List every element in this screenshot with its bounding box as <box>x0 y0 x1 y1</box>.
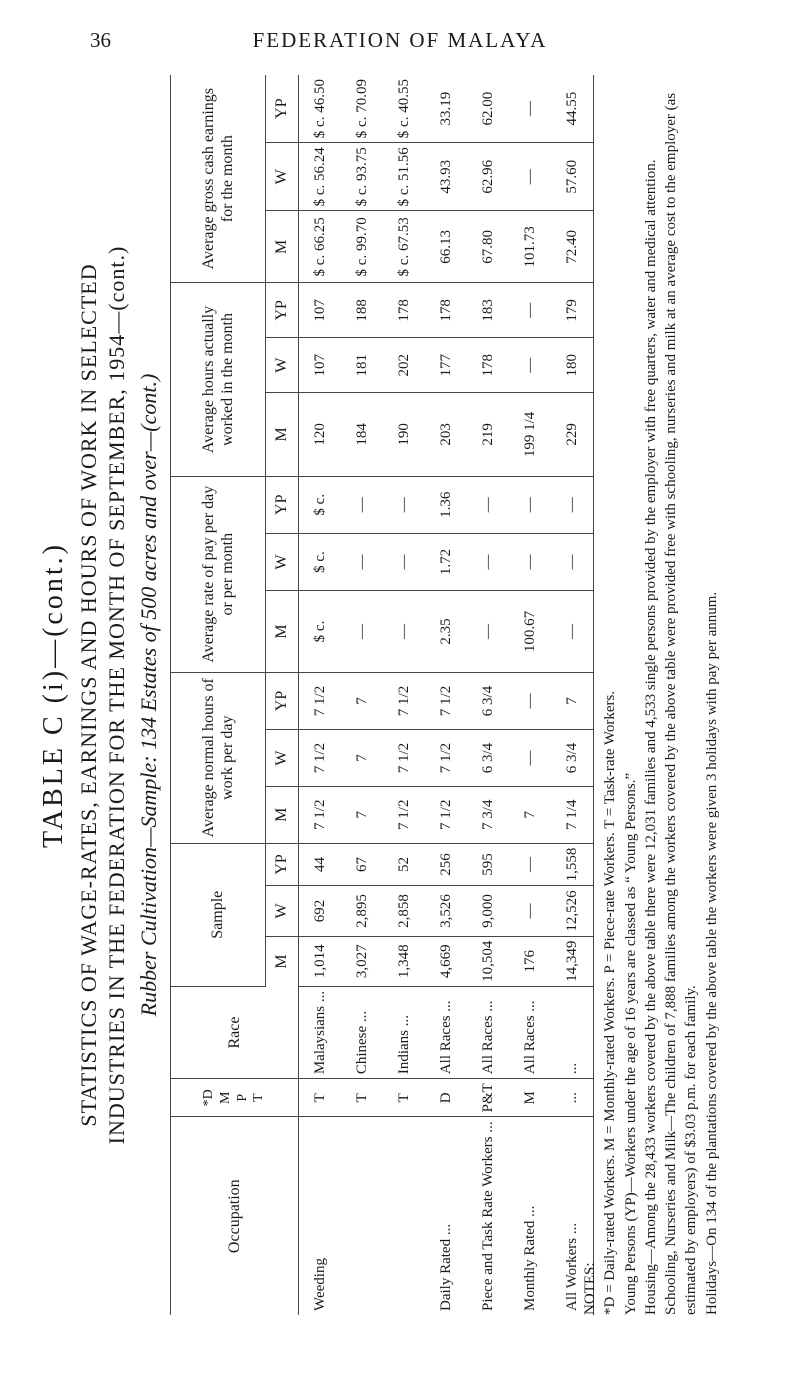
cell-rate-m: — <box>383 591 425 673</box>
cell-normal-m: 7 1/2 <box>299 786 342 843</box>
cell-sample-m: 1,014 <box>299 936 342 986</box>
wage-statistics-table <box>170 75 594 1315</box>
subheader-gross-w: W <box>266 143 299 211</box>
cell-occupation: Monthly Rated ... <box>521 1205 538 1311</box>
cell-gross-w: 43.93 <box>425 143 467 211</box>
cell-gross-yp: 44.55 <box>551 75 594 143</box>
cell-rate-w: — <box>383 533 425 590</box>
cell-rate-yp: — <box>509 476 551 533</box>
cell-sample-w: 9,000 <box>467 886 509 936</box>
notes-heading: NOTES: <box>582 1262 598 1315</box>
table-row <box>509 75 551 1315</box>
cell-gross-w: $ c. 56.24 <box>299 143 342 211</box>
cell-normal-yp: — <box>509 672 551 729</box>
cell-normal-m: 7 1/2 <box>425 786 467 843</box>
cell-sample-m: 176 <box>509 936 551 986</box>
cell-rate-w: 1.72 <box>425 533 467 590</box>
cell-occupation: All Workers ... <box>563 1222 580 1311</box>
cell-rate-w: — <box>341 533 383 590</box>
cell-sample-yp: 52 <box>383 843 425 886</box>
cell-hours-yp: 178 <box>425 283 467 338</box>
cell-gross-yp: 62.00 <box>467 75 509 143</box>
cell-type: D <box>425 1079 467 1117</box>
cell-hours-w: 202 <box>383 338 425 393</box>
rotated-table-page <box>20 45 780 1345</box>
table-row <box>383 75 425 1315</box>
cell-race: Chinese ... <box>341 986 383 1078</box>
cell-type: M <box>509 1079 551 1117</box>
cell-type: T <box>299 1079 342 1117</box>
cell-rate-yp: — <box>341 476 383 533</box>
table-subtitle: Rubber Cultivation—Sample: 134 Estates of 500 acres and over—(cont.) <box>136 373 161 1017</box>
cell-normal-w: 6 3/4 <box>467 730 509 787</box>
cell-rate-m: — <box>467 591 509 673</box>
note-young-persons: Young Persons (YP)—Workers under the age of 16 years are classed as “ Young Persons.” <box>622 772 639 1315</box>
cell-gross-w: $ c. 51.56 <box>383 143 425 211</box>
cell-race: ... <box>551 986 594 1078</box>
subheader-sample-m: M <box>266 936 299 986</box>
cell-sample-w: 12,526 <box>551 886 594 936</box>
table-title-line-1: STATISTICS OF WAGE-RATES, EARNINGS AND HOURS OF WORK IN SELECTED <box>76 263 101 1127</box>
header-normal-hours: Average normal hours of work per day <box>171 672 266 843</box>
cell-normal-yp: 7 <box>341 672 383 729</box>
cell-hours-w: 177 <box>425 338 467 393</box>
cell-rate-yp: — <box>551 476 594 533</box>
table-row <box>467 75 509 1315</box>
cell-hours-yp: 188 <box>341 283 383 338</box>
cell-normal-yp: 6 3/4 <box>467 672 509 729</box>
cell-hours-w: 107 <box>299 338 342 393</box>
subheader-hours-yp: YP <box>266 283 299 338</box>
cell-type: ... <box>551 1079 594 1117</box>
note-schooling: Schooling, Nurseries and Milk—The children of 7,888 families among the workers covered by the above table were provided free with schooling, nurseries and milk at an average cost to the employer (as estimated by employers) of $3.03 p.m. for each family. <box>663 92 700 1315</box>
cell-sample-m: 10,504 <box>467 936 509 986</box>
cell-hours-w: — <box>509 338 551 393</box>
cell-gross-m: 67.80 <box>467 211 509 283</box>
cell-sample-yp: 67 <box>341 843 383 886</box>
subheader-rate-w: W <box>266 533 299 590</box>
cell-normal-m: 7 1/4 <box>551 786 594 843</box>
cell-hours-m: 190 <box>383 393 425 476</box>
cell-normal-w: 7 1/2 <box>299 730 342 787</box>
header-race: Race <box>171 986 299 1078</box>
cell-sample-m: 3,027 <box>341 936 383 986</box>
cell-sample-w: 692 <box>299 886 342 936</box>
cell-race: All Races ... <box>509 986 551 1078</box>
cell-hours-w: 181 <box>341 338 383 393</box>
subheader-hours-w: W <box>266 338 299 393</box>
subheader-sample-yp: YP <box>266 843 299 886</box>
cell-occupation: Piece and Task Rate Workers ... <box>479 1121 496 1311</box>
table-number: TABLE C (i)—(cont.) <box>38 542 69 848</box>
subheader-gross-yp: YP <box>266 75 299 143</box>
cell-type: T <box>383 1079 425 1117</box>
cell-sample-m: 14,349 <box>551 936 594 986</box>
note-worker-types: *D = Daily-rated Workers. M = Monthly-rated Workers. P = Piece-rate Workers. T = Task-rate Workers. <box>602 690 619 1315</box>
cell-gross-yp: — <box>509 75 551 143</box>
subheader-sample-w: W <box>266 886 299 936</box>
cell-hours-m: 199 1/4 <box>509 393 551 476</box>
cell-normal-m: 7 3/4 <box>467 786 509 843</box>
cell-race: Malaysians ... <box>299 986 342 1078</box>
header-gross-earnings: Average gross cash earnings for the month <box>171 75 266 283</box>
table-row <box>425 75 467 1315</box>
table-title-line-2: INDUSTRIES IN THE FEDERATION FOR THE MONTH OF SEPTEMBER, 1954—(cont.) <box>104 245 129 1145</box>
cell-gross-yp: $ c. 40.55 <box>383 75 425 143</box>
cell-occupation <box>341 1117 383 1315</box>
cell-rate-m: — <box>551 591 594 673</box>
cell-sample-yp: 1,558 <box>551 843 594 886</box>
cell-rate-yp: 1.36 <box>425 476 467 533</box>
cell-hours-w: 178 <box>467 338 509 393</box>
cell-hours-yp: 107 <box>299 283 342 338</box>
cell-sample-w: — <box>509 886 551 936</box>
cell-normal-yp: 7 1/2 <box>383 672 425 729</box>
cell-rate-m: 2.35 <box>425 591 467 673</box>
cell-hours-w: 180 <box>551 338 594 393</box>
cell-normal-m: 7 <box>509 786 551 843</box>
cell-gross-w: — <box>509 143 551 211</box>
cell-sample-yp: 44 <box>299 843 342 886</box>
cell-normal-w: 6 3/4 <box>551 730 594 787</box>
cell-gross-m: 72.40 <box>551 211 594 283</box>
cell-race: All Races ... <box>425 986 467 1078</box>
note-housing: Housing—Among the 28,433 workers covered by the above table there were 12,031 families and 4,533 single persons provided by the employer with free quarters, water and medical attention. <box>642 159 659 1315</box>
cell-normal-w: 7 <box>341 730 383 787</box>
cell-sample-yp: — <box>509 843 551 886</box>
cell-gross-w: 57.60 <box>551 143 594 211</box>
cell-gross-m: $ c. 66.25 <box>299 211 342 283</box>
subheader-gross-m: M <box>266 211 299 283</box>
cell-rate-m: 100.67 <box>509 591 551 673</box>
cell-rate-w: — <box>467 533 509 590</box>
cell-sample-w: 2,895 <box>341 886 383 936</box>
cell-sample-m: 4,669 <box>425 936 467 986</box>
cell-gross-m: $ c. 99.70 <box>341 211 383 283</box>
page-number: 36 <box>90 28 111 52</box>
cell-sample-w: 2,858 <box>383 886 425 936</box>
cell-normal-yp: 7 <box>551 672 594 729</box>
cell-occupation <box>383 1117 425 1315</box>
note-holidays: Holidays—On 134 of the plantations covered by the above table the workers were given 3 holidays with pay per annum. <box>703 591 720 1315</box>
cell-normal-yp: 7 1/2 <box>425 672 467 729</box>
cell-hours-yp: 178 <box>383 283 425 338</box>
cell-normal-w: — <box>509 730 551 787</box>
cell-sample-yp: 595 <box>467 843 509 886</box>
cell-hours-m: 184 <box>341 393 383 476</box>
cell-race: Indians ... <box>383 986 425 1078</box>
header-occupation: Occupation <box>171 1117 299 1315</box>
cell-hours-m: 219 <box>467 393 509 476</box>
table-row <box>299 75 342 1315</box>
subheader-normal-yp: YP <box>266 672 299 729</box>
cell-hours-yp: — <box>509 283 551 338</box>
cell-gross-m: 66.13 <box>425 211 467 283</box>
cell-gross-yp: 33.19 <box>425 75 467 143</box>
subheader-rate-yp: YP <box>266 476 299 533</box>
cell-type: P&T <box>467 1079 509 1117</box>
cell-gross-yp: $ c. 70.09 <box>341 75 383 143</box>
cell-rate-yp: — <box>467 476 509 533</box>
cell-sample-w: 3,526 <box>425 886 467 936</box>
cell-rate-m: — <box>341 591 383 673</box>
cell-rate-w: $ c. <box>299 533 342 590</box>
cell-occupation: Daily Rated ... <box>437 1223 454 1311</box>
cell-normal-m: 7 1/2 <box>383 786 425 843</box>
cell-rate-yp: — <box>383 476 425 533</box>
table-row <box>341 75 383 1315</box>
cell-rate-w: — <box>551 533 594 590</box>
cell-hours-yp: 183 <box>467 283 509 338</box>
cell-hours-yp: 179 <box>551 283 594 338</box>
cell-rate-w: — <box>509 533 551 590</box>
cell-rate-yp: $ c. <box>299 476 342 533</box>
cell-gross-yp: $ c. 46.50 <box>299 75 342 143</box>
cell-type: T <box>341 1079 383 1117</box>
cell-gross-m: 101.73 <box>509 211 551 283</box>
cell-normal-w: 7 1/2 <box>425 730 467 787</box>
running-head: FEDERATION OF MALAYA <box>252 28 548 52</box>
cell-sample-m: 1,348 <box>383 936 425 986</box>
subheader-normal-m: M <box>266 786 299 843</box>
header-hours-worked: Average hours actually worked in the month <box>171 283 266 476</box>
cell-sample-yp: 256 <box>425 843 467 886</box>
notes-section <box>580 75 722 1315</box>
header-sample: Sample <box>171 843 266 986</box>
cell-gross-m: $ c. 67.53 <box>383 211 425 283</box>
cell-hours-m: 120 <box>299 393 342 476</box>
header-type: *D M P T <box>171 1079 299 1117</box>
cell-occupation: Weeding <box>311 1258 328 1311</box>
table-titles <box>20 45 162 1345</box>
subheader-rate-m: M <box>266 591 299 673</box>
subheader-normal-w: W <box>266 730 299 787</box>
cell-normal-yp: 7 1/2 <box>299 672 342 729</box>
cell-normal-m: 7 <box>341 786 383 843</box>
cell-rate-m: $ c. <box>299 591 342 673</box>
subheader-hours-m: M <box>266 393 299 476</box>
cell-race: All Races ... <box>467 986 509 1078</box>
cell-gross-w: $ c. 93.75 <box>341 143 383 211</box>
cell-hours-m: 203 <box>425 393 467 476</box>
header-rate-of-pay: Average rate of pay per day or per month <box>171 476 266 672</box>
cell-hours-m: 229 <box>551 393 594 476</box>
cell-normal-w: 7 1/2 <box>383 730 425 787</box>
cell-gross-w: 62.96 <box>467 143 509 211</box>
